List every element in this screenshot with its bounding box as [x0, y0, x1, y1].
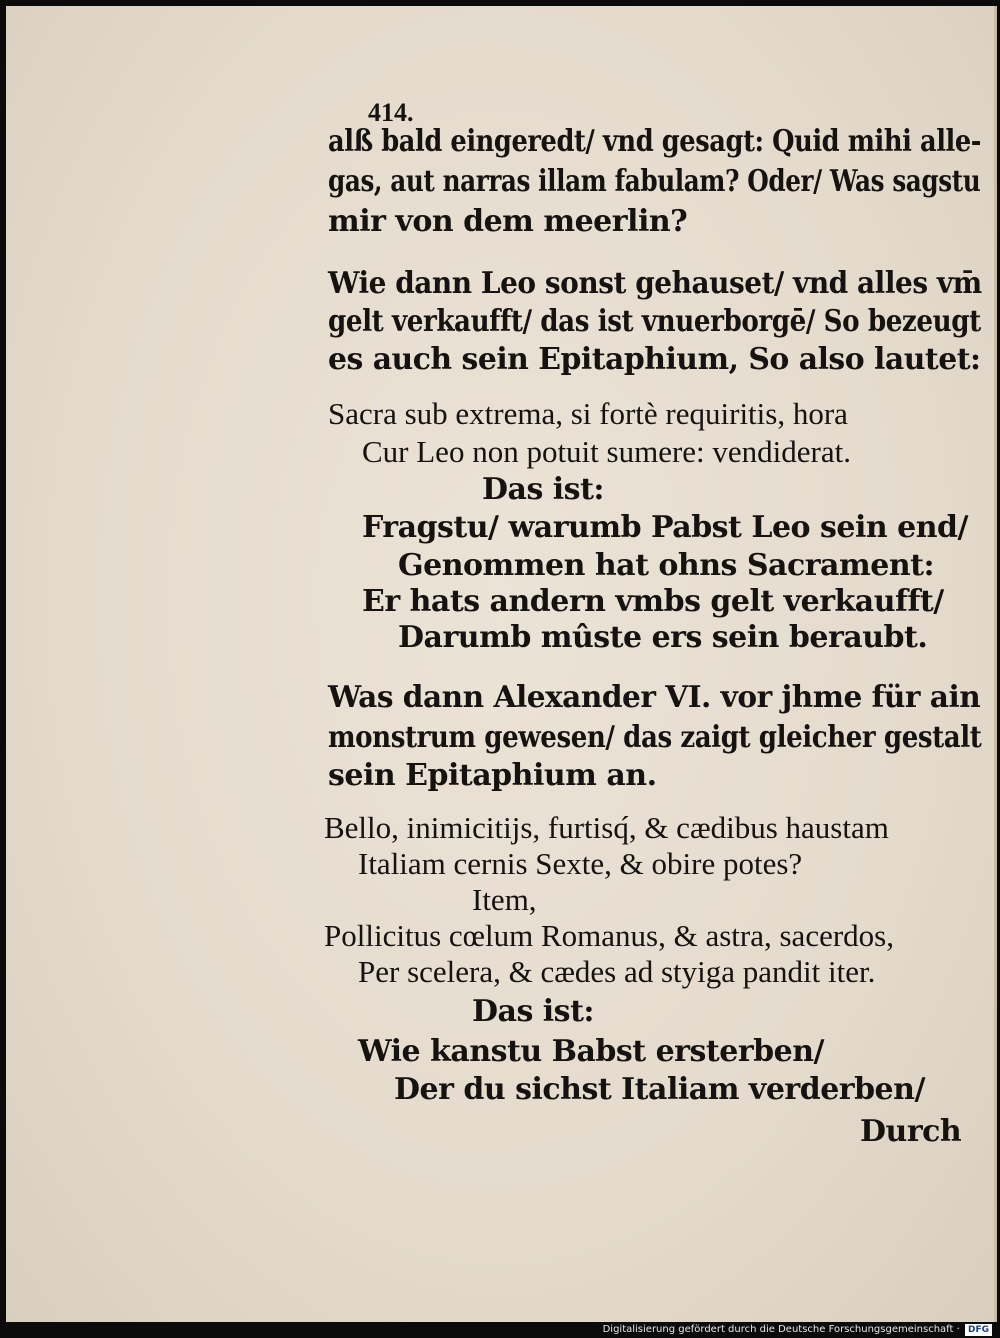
german-verse-5: Wie kanstu Babst ersterben/ — [358, 1034, 824, 1069]
text-line-14: Was dann Alexander VI. vor jhme für ain — [328, 680, 981, 715]
text-line-4: Wie dann Leo sonst gehauset/ vnd alles vm̄ — [328, 266, 982, 301]
das-ist-heading-1: Das ist: — [482, 472, 605, 507]
german-verse-2: Genommen hat ohns Sacrament: — [398, 548, 935, 583]
latin-verse-4: Italiam cernis Sexte, & obire potes? — [358, 846, 803, 881]
text-line-15: monstrum gewesen/ das zaigt gleicher gestalt — [328, 720, 982, 755]
text-line-16: sein Epitaphium an. — [328, 758, 657, 793]
dfg-logo: DFG — [965, 1324, 992, 1336]
latin-verse-1: Sacra sub extrema, si fortè requiritis, hora — [328, 396, 848, 431]
text-line-5: gelt verkaufft/ das ist vnuerborgē/ So bezeugt — [328, 304, 981, 339]
latin-verse-5: Pollicitus cœlum Romanus, & astra, sacerdos, — [324, 918, 894, 953]
page-number: 414. — [368, 98, 414, 127]
digitization-footer — [603, 1323, 992, 1337]
catchword: Durch — [860, 1114, 962, 1149]
das-ist-heading-2: Das ist: — [472, 994, 595, 1029]
book-page — [6, 6, 997, 1322]
latin-verse-2: Cur Leo non potuit sumere: vendiderat. — [362, 434, 851, 469]
latin-verse-6: Per scelera, & cædes ad styiga pandit iter. — [358, 954, 876, 989]
german-verse-4: Darumb mûste ers sein beraubt. — [398, 620, 928, 655]
german-verse-3: Er hats andern vmbs gelt verkaufft/ — [362, 584, 944, 619]
latin-verse-3: Bello, inimicitijs, furtisq́, & cædibus haustam — [324, 810, 889, 845]
text-line-6: es auch sein Epitaphium, So also lautet: — [328, 342, 981, 377]
german-verse-6: Der du sichst Italiam verderben/ — [394, 1072, 925, 1107]
text-line-2: gas, aut narras illam fabulam? Oder/ Was sagstu — [328, 164, 981, 199]
footer-text: Digitalisierung gefördert durch die Deutsche Forschungsgemeinschaft · — [602, 1324, 960, 1335]
item-heading: Item, — [472, 882, 537, 917]
text-line-3: mir von dem meerlin? — [328, 204, 688, 239]
german-verse-1: Fragstu/ warumb Pabst Leo sein end/ — [362, 510, 968, 545]
text-line-1: alß bald eingeredt/ vnd gesagt: Quid mihi alle- — [328, 124, 982, 159]
